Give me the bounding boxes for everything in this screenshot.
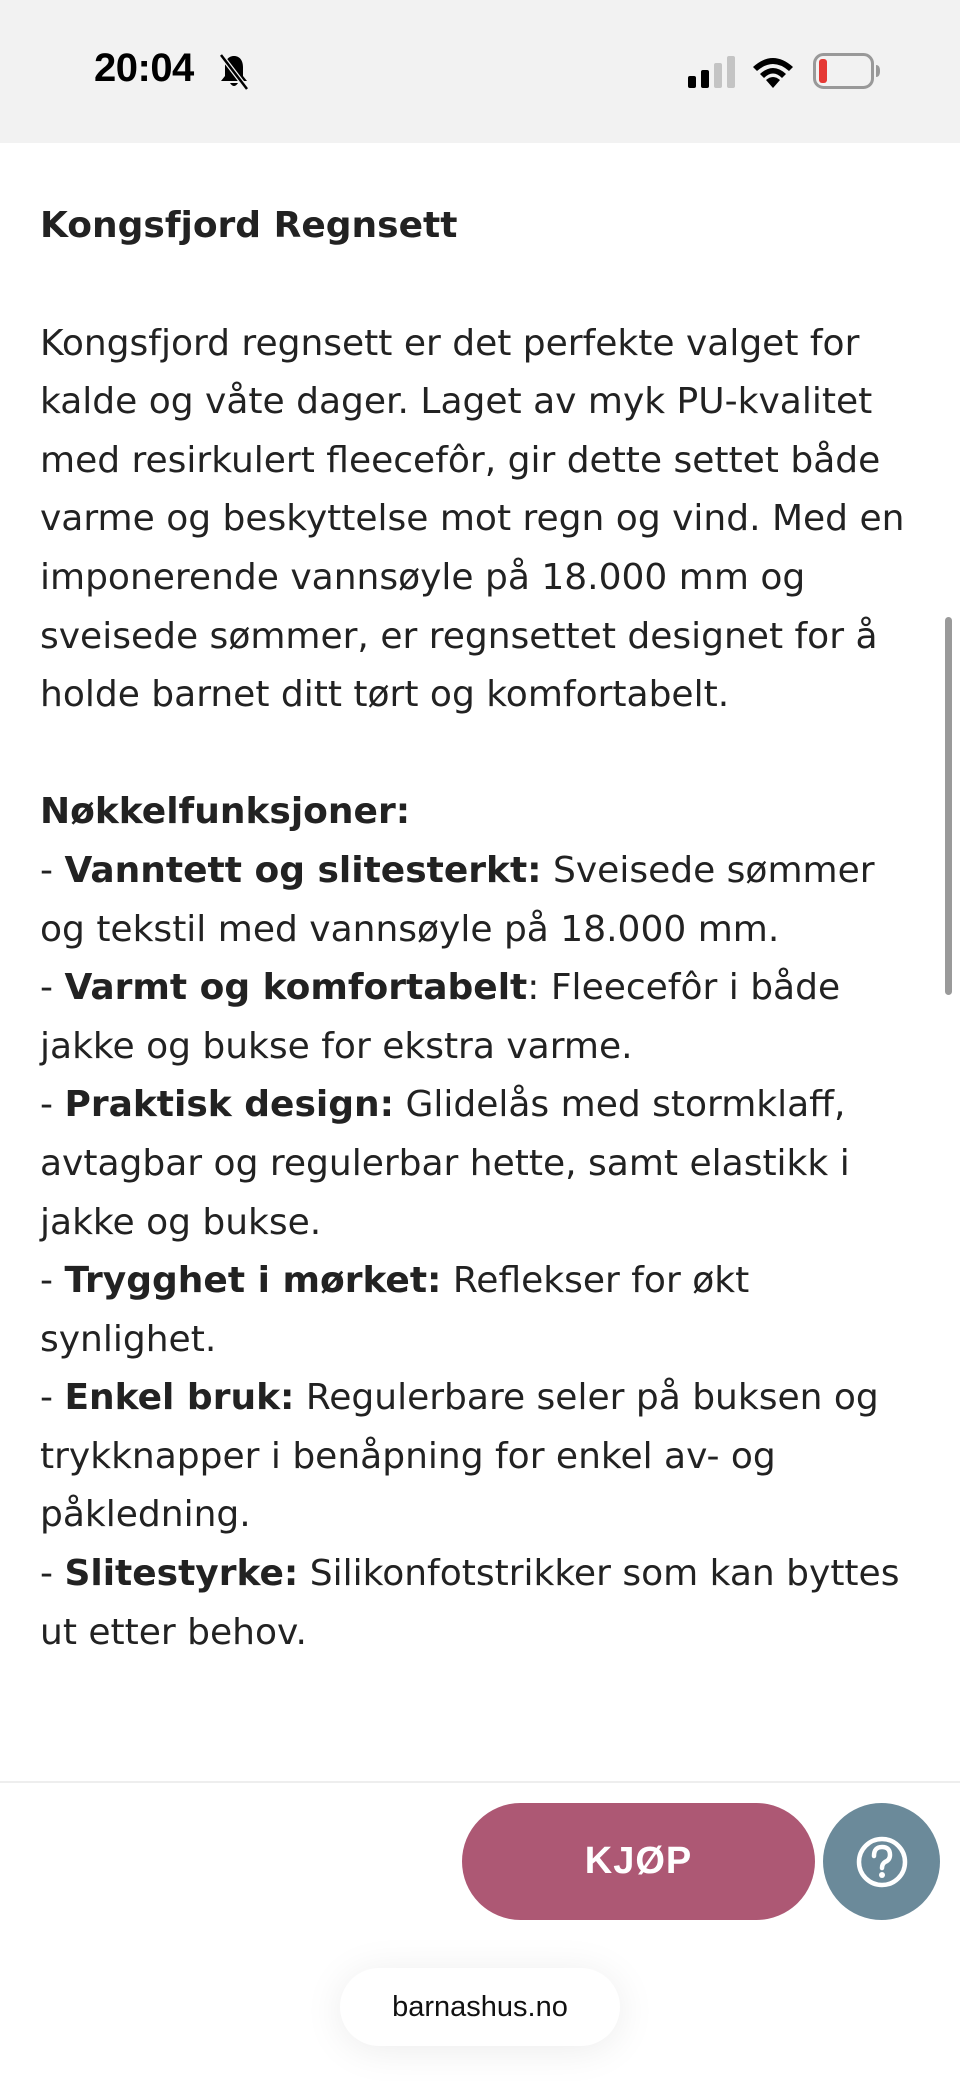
feature-item: - Varmt og komfortabelt: Fleecefôr i både jakke og bukse for ekstra varme. — [40, 967, 841, 1067]
feature-label: Trygghet i mørket: — [64, 1260, 442, 1302]
feature-item: - Enkel bruk: Regulerbare seler på buksen og trykknapper i benåpning for enkel av- og påkledning. — [40, 1377, 879, 1536]
feature-item: - Slitestyrke: Silikonfotstrikker som kan byttes ut etter behov. — [40, 1553, 900, 1653]
buy-button[interactable]: KJØP — [462, 1803, 815, 1920]
feature-label: Varmt og komfortabelt — [64, 967, 528, 1009]
feature-label: Vanntett og slitesterkt: — [64, 849, 542, 891]
status-bar — [0, 0, 960, 143]
feature-label: Slitestyrke: — [64, 1553, 299, 1595]
product-description — [40, 196, 920, 1662]
features-heading: Nøkkelfunksjoner: — [40, 791, 411, 833]
bottom-bar-divider — [0, 1781, 960, 1783]
cellular-signal-icon — [688, 56, 738, 88]
question-circle-icon — [854, 1834, 910, 1890]
bell-slash-icon — [218, 52, 250, 92]
feature-label: Enkel bruk: — [64, 1377, 295, 1419]
browser-address-pill[interactable] — [340, 1968, 620, 2046]
domain-text: barnashus.no — [392, 1990, 568, 2023]
description-paragraph: Kongsfjord regnsett er det perfekte valget for kalde og våte dager. Laget av myk PU-kvalitet med resirkulert fleecefôr, gir dette settet både varme og beskyttelse mot regn og vind. Med en imponerende vannsøyle på 18.000 mm og sveisede sømmer, er regnsettet designet for å holde barnet ditt tørt og komfortabelt. — [40, 322, 905, 716]
feature-item: - Praktisk design: Glidelås med stormklaff, avtagbar og regulerbar hette, samt elastikk i jakke og bukse. — [40, 1084, 850, 1243]
wifi-icon — [752, 54, 794, 88]
help-button[interactable] — [823, 1803, 940, 1920]
vertical-scrollbar[interactable] — [945, 617, 952, 995]
feature-item: - Trygghet i mørket: Reflekser for økt synlighet. — [40, 1260, 750, 1360]
product-title: Kongsfjord Regnsett — [40, 205, 458, 246]
battery-low-icon — [813, 53, 881, 89]
status-time: 20:04 — [94, 46, 194, 90]
feature-item: - Vanntett og slitesterkt: Sveisede sømmer og tekstil med vannsøyle på 18.000 mm. — [40, 849, 875, 950]
feature-label: Praktisk design: — [64, 1084, 395, 1126]
